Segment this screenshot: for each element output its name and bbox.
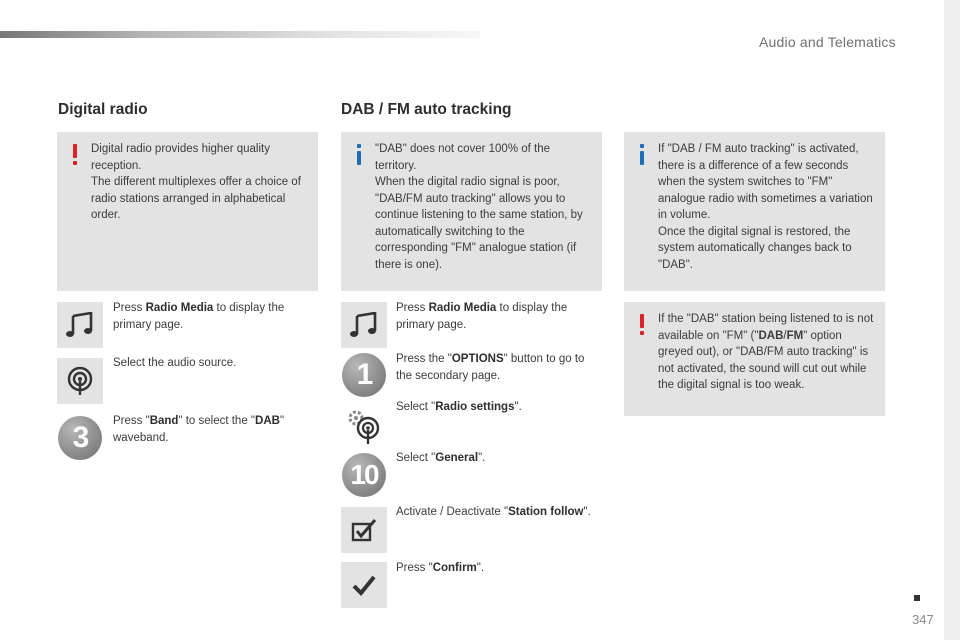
note-line: Digital radio provides higher quality reception.	[91, 143, 270, 172]
warning-note-signal: If the "DAB" station being listened to is not available on "FM" ("DAB/FM" option greyed out), or "DAB/FM auto tracking" is not activated, the sound will cut out while the digital signal is too weak.	[624, 302, 885, 416]
page-number: 347	[912, 612, 934, 627]
radio-settings-icon	[341, 403, 387, 449]
info-note-switching	[624, 132, 885, 291]
warning-icon	[71, 144, 79, 166]
header-gradient-bar	[0, 31, 480, 38]
step-text: Activate / Deactivate "Station follow".	[396, 506, 591, 518]
section-title: Audio and Telematics	[759, 34, 896, 50]
step-number-badge: 10	[341, 452, 387, 498]
step-text: Select the audio source.	[113, 357, 237, 369]
heading-digital-radio: Digital radio	[58, 101, 148, 118]
step-number-badge: 1	[341, 352, 387, 398]
step-number-badge: 3	[57, 415, 103, 461]
step-text: Press Radio Media to display the primary page.	[113, 302, 285, 331]
step-text: Press "Band" to select the "DAB" waveband.	[113, 415, 285, 444]
step-text: Press Radio Media to display the primary page.	[396, 302, 568, 331]
step-text: Press "Confirm".	[396, 562, 485, 574]
music-note-icon	[57, 302, 103, 348]
step-text: Select "Radio settings".	[396, 401, 522, 413]
heading-dab-fm: DAB / FM auto tracking	[341, 101, 512, 118]
warning-note-digital-radio	[57, 132, 318, 291]
step-text: Select "General".	[396, 452, 486, 464]
music-note-icon	[341, 302, 387, 348]
info-icon	[355, 144, 363, 166]
radio-source-icon	[57, 358, 103, 404]
note-line: If "DAB / FM auto tracking" is activated, there is a difference of a few seconds when the system switches to "FM" analogue radio with sometimes a variation in volume.	[658, 143, 873, 221]
checkmark-icon	[341, 562, 387, 608]
warning-icon	[638, 314, 646, 336]
checkbox-icon	[341, 507, 387, 553]
page-edge-strip	[944, 0, 960, 640]
note-line: "DAB" does not cover 100% of the territory.	[375, 143, 551, 172]
note-line: When the digital radio signal is poor, "DAB/FM auto tracking" allows you to continue listening to the same station, by automatically switching to the corresponding "FM" analogue station (if there is one).	[375, 176, 583, 271]
page-marker	[914, 595, 920, 601]
note-line: Once the digital signal is restored, the system automatically changes back to "DAB".	[658, 225, 852, 271]
step-text: Press the "OPTIONS" button to go to the secondary page.	[396, 353, 585, 382]
note-line: The different multiplexes offer a choice of radio stations arranged in alphabetical order.	[91, 176, 301, 221]
info-icon	[638, 144, 646, 166]
info-note-coverage	[341, 132, 602, 291]
